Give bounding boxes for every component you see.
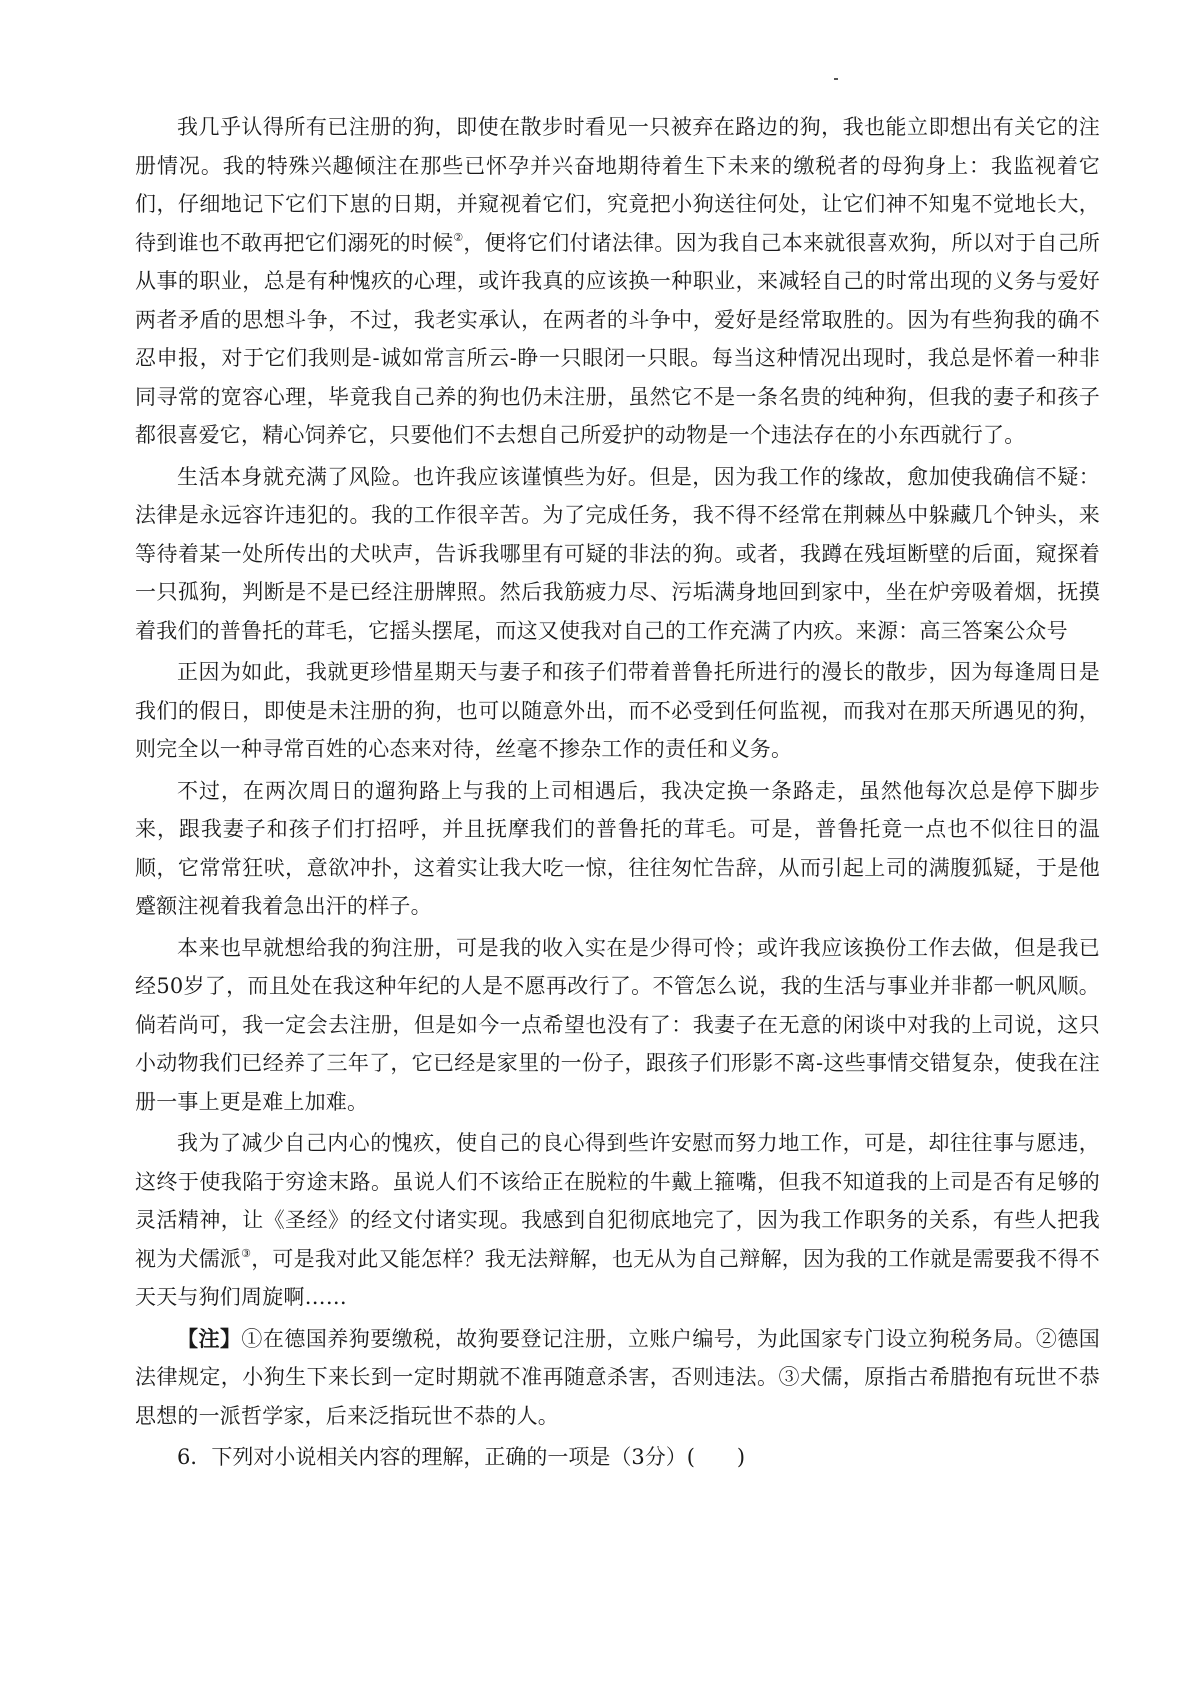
page-top-mark	[834, 78, 838, 80]
paragraph-6	[135, 1124, 1100, 1317]
paragraph-5: 本来也早就想给我的狗注册，可是我的收入实在是少得可怜；或许我应该换份工作去做，但是我已经50岁了，而且处在我这种年纪的人是不愿再改行了。不管怎么说，我的生活与事业并非都一帆风顺。倘若尚可，我一定会去注册，但是如今一点希望也没有了：我妻子在无意的闲谈中对我的上司说，这只小动物我们已经养了三年了，它已经是家里的一份子，跟孩子们形影不离-这些事情交错复杂，使我在注册一事上更是难上加难。	[135, 935, 1100, 1114]
paragraph-3: 正因为如此，我就更珍惜星期天与妻子和孩子们带着普鲁托所进行的漫长的散步，因为每逢周日是我们的假日，即使是未注册的狗，也可以随意外出，而不必受到任何监视，而我对在那天所遇见的狗，则完全以一种寻常百姓的心态来对待，丝毫不掺杂工作的责任和义务。	[135, 660, 1100, 761]
paragraph-1	[135, 108, 1100, 455]
paragraph-1-text-a: 我几乎认得所有已注册的狗，即使在散步时看见一只被弃在路边的狗，我也能立即想出有关它的注册情况。我的特殊兴趣倾注在那些已怀孕并兴奋地期待着生下未来的缴税者的母狗身上：我监视着它们，仔细地记下它们下崽的日期，并窥视着它们，究竟把小狗送往何处，让它们神不知鬼不觉地长大，待到谁也不敢再把它们溺死的时候	[135, 115, 1100, 255]
paragraph-2: 生活本身就充满了风险。也许我应该谨慎些为好。但是，因为我工作的缘故，愈加使我确信不疑：法律是永远容许违犯的。我的工作很辛苦。为了完成任务，我不得不经常在荆棘丛中躲藏几个钟头，来等待着某一处所传出的犬吠声，告诉我哪里有可疑的非法的狗。或者，我蹲在残垣断壁的后面，窥探着一只孤狗，判断是不是已经注册牌照。然后我筋疲力尽、污垢满身地回到家中，坐在炉旁吸着烟，抚摸着我们的普鲁托的茸毛，它摇头摆尾，而这又使我对自己的工作充满了内疚。来源：高三答案公众号	[135, 464, 1100, 643]
footnote-ref-2: ②	[453, 230, 464, 244]
paragraph-6-text-a: 我为了减少自己内心的愧疚，使自己的良心得到些许安慰而努力地工作，可是，却往往事与愿违，这终于使我陷于穷途末路。虽说人们不该给正在脱粒的牛戴上箍嘴，但我不知道我的上司是否有足够的灵活精神，让《圣经》的经文付诸实现。我感到自犯彻底地完了，因为我工作职务的关系，有些人把我视为犬儒派	[135, 1131, 1100, 1271]
footnote-ref-3: ③	[241, 1246, 252, 1260]
question-6: 6．下列对小说相关内容的理解，正确的一项是（3分）( )	[177, 1445, 746, 1469]
paragraph-4: 不过，在两次周日的遛狗路上与我的上司相遇后，我决定换一条路走，虽然他每次总是停下脚步来，跟我妻子和孩子们打招呼，并且抚摩我们的普鲁托的茸毛。可是，普鲁托竟一点也不似往日的温顺，它常常狂吠，意欲冲扑，这着实让我大吃一惊，往往匆忙告辞，从而引起上司的满腹狐疑，于是他蹙额注视着我着急出汗的样子。	[135, 778, 1100, 918]
note-text: ①在德国养狗要缴税，故狗要登记注册，立账户编号，为此国家专门设立狗税务局。②德国法律规定，小狗生下来长到一定时期就不准再随意杀害，否则违法。③犬儒，原指古希腊抱有玩世不恭思想的一派哲学家，后来泛指玩世不恭的人。	[135, 1326, 1100, 1428]
article-body	[135, 108, 1100, 1477]
paragraph-6-text-b: ，可是我对此又能怎样？我无法辩解，也无从为自己辩解，因为我的工作就是需要我不得不天天与狗们周旋啊……	[135, 1246, 1101, 1309]
paragraph-1-text-b: ，便将它们付诸法律。因为我自己本来就很喜欢狗，所以对于自己所从事的职业，总是有种愧疚的心理，或许我真的应该换一种职业，来减轻自己的时常出现的义务与爱好两者矛盾的思想斗争，不过，我老实承认，在两者的斗争中，爱好是经常取胜的。因为有些狗我的确不忍申报，对于它们我则是-诚如常言所云-睁一只眼闭一只眼。每当这种情况出现时，我总是怀着一种非同寻常的宽容心理，毕竟我自己养的狗也仍未注册，虽然它不是一条名贵的纯种狗，但我的妻子和孩子都很喜爱它，精心饲养它，只要他们不去想自己所爱护的动物是一个违法存在的小东西就行了。	[135, 230, 1101, 447]
notes-paragraph	[135, 1320, 1100, 1436]
note-label: 【注】	[177, 1325, 242, 1351]
